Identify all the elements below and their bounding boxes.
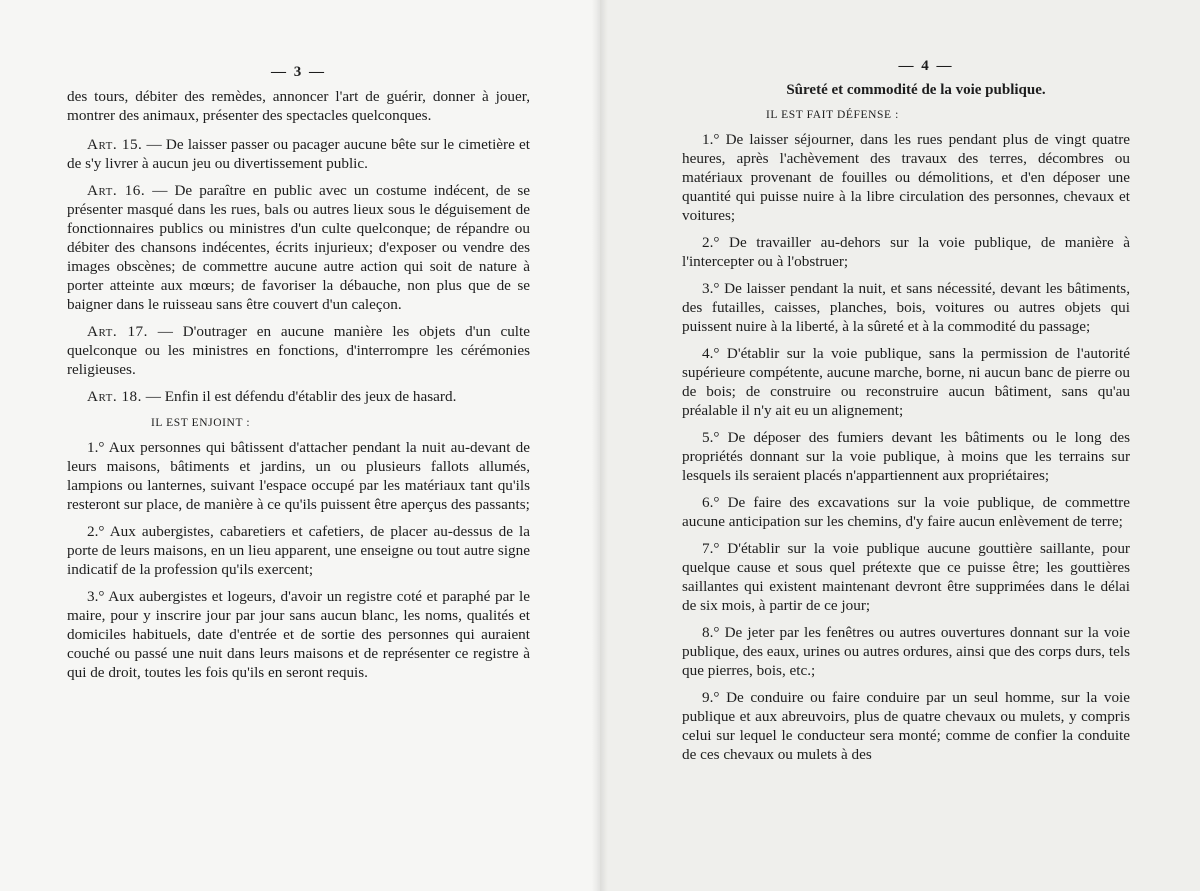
article-label: Art. 18. [87, 388, 142, 405]
list-item: 9.° De conduire ou faire conduire par un seul homme, sur la voie publique et aux abreuvoirs, plus de quatre chevaux ou mulets, y compris celui sur lequel le conducteur sera monté; comme de confier la conduite de ces chevaux ou mulets à des [682, 689, 1130, 763]
list-item: 5.° De déposer des fumiers devant les bâtiments ou le long des propriétés donnant sur la voie publique, à moins que les terrains sur lesquels ils seraient placés n'appartiennent aux propriétaires; [682, 429, 1130, 484]
article-text: — De laisser passer ou pacager aucune bête sur le cimetière et de s'y livrer à aucun jeu ou divertissement public. [67, 136, 530, 172]
list-item: 3.° De laisser pendant la nuit, et sans nécessité, devant les bâtiments, des futailles, caisses, planches, bois, voitures ou autres objets qui puissent nuire à la liberté, à la sûreté et à la commodité du passage; [682, 280, 1130, 335]
book-gutter [592, 0, 608, 891]
list-item: 7.° D'établir sur la voie publique aucune gouttière saillante, pour quelque cause et sous quel prétexte que ce puisse être; les gouttières saillantes qui existent maintenant devront être supprimées dans le délai de six mois, à partir de ce jour; [682, 540, 1130, 614]
article-15 [67, 135, 530, 173]
article-17 [67, 322, 530, 379]
article-label: Art. 15. [87, 136, 143, 153]
list-item: 1.° Aux personnes qui bâtissent d'attacher pendant la nuit au-devant de leurs maisons, bâtiments et jardins, un ou plusieurs fallots allumés, lampions ou lanternes, suivant l'espace occupé par les matériaux tant qu'ils resteront sur place, de manière à ce qu'ils puissent être aperçus des passants; [67, 439, 530, 513]
article-text: — Enfin il est défendu d'établir des jeux de hasard. [145, 388, 457, 405]
list-item: 4.° D'établir sur la voie publique, sans la permission de l'autorité supérieure compétente, aucune marche, borne, ni aucun banc de pierre ou de bois; de construire ou reconstruire aucun bâtiment, sans qu'au préalable il n'y ait eu un alignement; [682, 345, 1130, 419]
page-number: — 4 — [898, 58, 954, 74]
article-text: — D'outrager en aucune manière les objets d'un culte quelconque ou les ministres en fonctions, d'interrompre les cérémonies religieuses. [67, 323, 530, 378]
article-16 [67, 181, 530, 314]
article-label: Art. 17. [87, 323, 148, 340]
section-heading: IL EST ENJOINT : [151, 417, 251, 429]
page-number: — 3 — [271, 64, 326, 80]
page-right [600, 0, 1200, 891]
article-text: — De paraître en public avec un costume indécent, de se présenter masqué dans les rues, bals ou autres lieux sous le déguisement de fonctionnaires publics ou ministres d'un culte quelconque; de répandre ou débiter des chansons indécentes, écrits injurieux; d'exposer ou vendre des images obscènes; de commettre aucune autre action qui soit de nature à porter atteinte aux mœurs; de favoriser la débauche, non plus que de se baigner dans le ruisseau sans être couvert d'un caleçon. [67, 182, 531, 313]
section-title: Sûreté et commodité de la voie publique. [786, 82, 1046, 98]
list-item: 2.° Aux aubergistes, cabaretiers et cafetiers, de placer au-dessus de la porte de leurs maisons, en un lieu apparent, une enseigne ou tout autre signe indicatif de la profession qu'ils exercent; [67, 523, 530, 578]
article-label: Art. 16. [87, 182, 146, 199]
list-item: 1.° De laisser séjourner, dans les rues pendant plus de vingt quatre heures, après l'achèvement des travaux des terres, décombres ou matériaux provenant de fouilles ou démolitions, et d'en déposer une quantité qui puisse nuire à la libre circulation des personnes, chevaux et voitures; [682, 131, 1130, 224]
list-item: 8.° De jeter par les fenêtres ou autres ouvertures donnant sur la voie publique, des eaux, urines ou autres ordures, ainsi que des corps durs, tels que pierres, bois, etc.; [682, 624, 1130, 679]
article-18 [67, 387, 530, 406]
continuation-paragraph: des tours, débiter des remèdes, annoncer l'art de guérir, donner à jouer, montrer des animaux, présenter des spectacles quelconques. [67, 88, 530, 124]
list-item: 6.° De faire des excavations sur la voie publique, de commettre aucune anticipation sur les chemins, d'y faire aucun enlèvement de terre; [682, 494, 1130, 530]
section-heading: IL EST FAIT DÉFENSE : [766, 109, 899, 121]
list-item: 2.° De travailler au-dehors sur la voie publique, de manière à l'intercepter ou à l'obstruer; [682, 234, 1130, 270]
list-item: 3.° Aux aubergistes et logeurs, d'avoir un registre coté et paraphé par le maire, pour y inscrire jour par jour sans aucun blanc, les noms, qualités et domiciles habituels, date d'entrée et de sortie des personnes qui auraient couché ou passé une nuit dans leurs maisons et de représenter ce registre à qui de droit, toutes les fois qu'ils en seront requis. [67, 588, 530, 681]
